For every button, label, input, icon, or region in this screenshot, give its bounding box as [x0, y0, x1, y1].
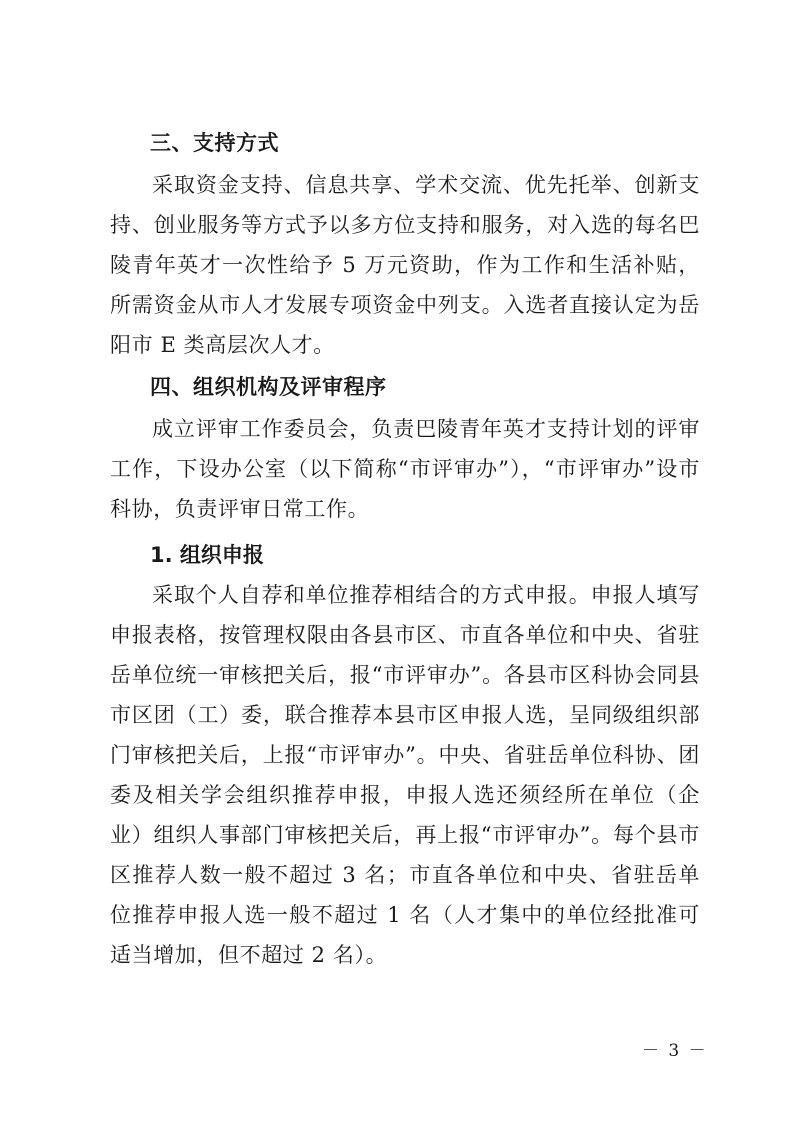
section-4-paragraph: 成立评审工作委员会，负责巴陵青年英才支持计划的评审工作，下设办公室（以下简称“市评审办”），“市评审办”设市科协，负责评审日常工作。 — [110, 417, 700, 521]
page-number: － 3 － — [642, 1041, 708, 1061]
section-3-heading: 三、支持方式 — [150, 131, 279, 155]
section-3-paragraph: 采取资金支持、信息共享、学术交流、优先托举、创新支持、创业服务等方式予以多方位支持和服务，对入选的每名巴陵青年英才一次性给予 5 万元资助，作为工作和生活补贴，所需资金从市人才发展专项资金中列支。入选者直接认定为岳阳市 E 类高层次人才。 — [110, 173, 700, 357]
subsection-1-paragraph: 采取个人自荐和单位推荐相结合的方式申报。申报人填写申报表格，按管理权限由各县市区、市直各单位和中央、省驻岳单位统一审核把关后，报“市评审办”。各县市区科协会同县市区团（工）委，联合推荐本县市区申报人选，呈同级组织部门审核把关后，上报“市评审办”。中央、省驻岳单位科协、团委及相关学会组织推荐申报，申报人选还须经所在单位（企业）组织人事部门审核把关后，再上报“市评审办”。每个县市区推荐人数一般不超过 3 名；市直各单位和中央、省驻岳单位推荐申报人选一般不超过 1 名（人才集中的单位经批准可适当增加，但不超过 2 名）。 — [110, 583, 700, 967]
section-4-heading: 四、组织机构及评审程序 — [150, 375, 387, 399]
subsection-1-heading: 1. 组织申报 — [150, 543, 264, 567]
